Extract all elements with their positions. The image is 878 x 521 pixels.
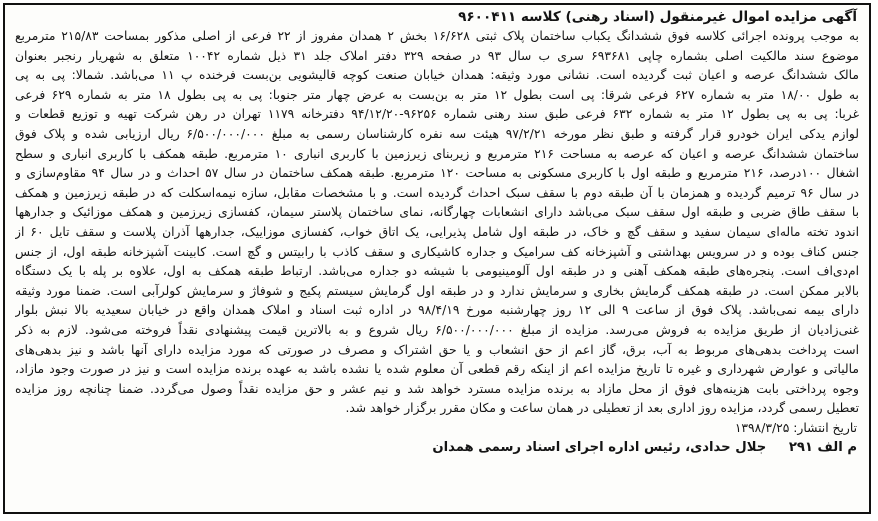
signatory: جلال حدادی، رئیس اداره اجرای اسناد رسمی همدان bbox=[432, 439, 767, 455]
notice-line: به موجب پرونده اجرائی کلاسه فوق ششدانگ یکباب ساختمان پلاک ثبتی ۱۶/۶۲۸ بخش ۲ همدان مفروز از ۲۲ فرعی از اصلی مذکور بمساحت ۲۱۵/۸۳ مترمربع bbox=[15, 29, 859, 43]
notice-line: تعطیل رسمی گردد، مزایده روز اداری بعد از تعطیلی در همان ساعت و مکان مقرر برگزار خواهد شد. bbox=[345, 401, 859, 416]
signature-block bbox=[5, 438, 869, 458]
notice-line: اشغال ۱۰۰درصد، ۲۱۶ مترمربع و طبقه اول با کاربری مسکونی به مساحت ۱۲۰ مترمربع. طبقه همکف ساختمان در سال ۵۷ احداث و در سال ۹۴ مقاوم‌سازی و bbox=[15, 166, 859, 181]
notice-line: است پرداخت بدهی‌های مربوط به آب، برق، گاز اعم از حق انشعاب و یا حق اشتراک و مصرف در صورتی که مورد مزایده دارای آنها باشد و نیز بدهی‌های bbox=[15, 342, 859, 357]
notice-line: غنی‌زادیان از طریق مزایده به فروش می‌رسد. مزایده از مبلغ ۶/۵۰۰/۰۰۰/۰۰۰ ریال شروع و به بالاترین قیمت پیشنهادی نقداً فروخته می‌شود. لازم به ذکر bbox=[15, 322, 859, 337]
notice-line: ساختمان ششدانگ عرصه و اعیان که عرصه به مساحت ۲۱۶ مترمربع و زیربنای زیرزمین با کاربری انباری ۱۰ مترمربع. طبقه همکف با کاربری انباری و سطح bbox=[15, 146, 859, 161]
notice-body bbox=[5, 27, 869, 419]
notice-box bbox=[3, 3, 871, 514]
reference-code: م الف ۲۹۱ bbox=[788, 439, 857, 455]
publish-date: تاریخ انتشار: ۱۳۹۸/۳/۲۵ bbox=[734, 420, 857, 435]
notice-line: لوازم یدکی ایران خودرو قرار گرفته و طبق نظر مورخه ۹۷/۲/۲۱ هیئت سه نفره کارشناسان رسمی به مبلغ ۶/۵۰۰/۰۰۰/۰۰۰ ریال ارزیابی شده و پلاک فوق bbox=[15, 126, 859, 141]
notice-line: مالک ششدانگ عرصه و اعیان ثبت گردیده است. نشانی مورد وثیقه: همدان خیابان صنعت کوچه قالیشویی بن‌بست فرخنده پ ۱۱ می‌باشد. شمالا: پی به پی bbox=[15, 68, 859, 83]
notice-line: جنس کناف بوده و در سرویس بهداشتی و آشپزخانه کف سرامیک و جداره کاشیکاری و سقف کاذب با رابیتس و گچ است. کابینت آشپزخانه طبقه اول، از جنس bbox=[15, 244, 859, 259]
notice-line: غربا: پی به پی بطول ۱۲ متر به شماره ۶۳۲ فرعی طبق سند رهنی شماره ۹۶۲۵۶-۹۴/۱۲/۲۰ دفترخانه ۱۱۷۹ تهران در رهن شرکت تهیه و توزیع قطعات و bbox=[15, 107, 859, 122]
notice-line: بالابر ممکن است. در طبقه همکف گرمایش بخاری و سرمایش ندارد و در طبقه اول گرمایش سیستم پکیج و شوفاژ و سرمایش کولرآبی است. ضمنا مورد وثیقه bbox=[15, 283, 859, 298]
notice-title: آگهی مزایده اموال غیرمنقول (اسناد رهنی) کلاسه ۹۶۰۰۴۱۱ bbox=[458, 9, 857, 25]
notice-line: در سال ۹۶ ترمیم گردیده و همزمان با آن طبقه دوم با سقف سبک احداث گردیده است. و با مشخصات مقابل، سازه نیمه‌اسکلت که در طبقه زیرزمین و همکف bbox=[15, 185, 859, 200]
notice-line: اندود تخته ماله‌ای سیمان سفید و سقف گچ و خاک، در طبقه اول شامل پذیرایی، یک اتاق خواب، کفسازی موزاییک، جدارهها آذران پلاست و سقف تایل ۶۰ از bbox=[15, 224, 859, 239]
notice-line: وجوه پرداختی بابت هزینه‌های فوق از محل مازاد به برنده مزایده مسترد خواهد شد و نیم عشر و حق مزایده نقداً وصول می‌گردد. ضمنا چنانچه روز مزایده bbox=[15, 381, 859, 396]
notice-line: به طول ۱۸/۰۰ متر به شماره ۶۲۷ فرعی شرقا: پی است بطول ۱۲ متر به بن‌بست به عرض چهار متر جنوبا: پی به پی بطول ۱۸ متر به شماره ۶۲۹ فرعی bbox=[15, 87, 859, 102]
notice-line: مالیاتی و عوارض شهرداری و غیره تا تاریخ مزایده اعم از اینکه رقم قطعی آن معلوم شده یا نشده باشد به عهده برنده مزایده است و نیز در صورت وجود مازاد، bbox=[15, 362, 859, 377]
notice-line: موضوع سند مالکیت اصلی بشماره چاپی ۶۹۳۶۸۱ سری ب سال ۹۳ در صفحه ۳۲۹ دفتر املاک جلد ۳۱ ذیل شماره ۱۰۰۴۲ متعلق به شهریار رنجبر بعنوان bbox=[15, 48, 859, 63]
notice-line: دارای بیمه نمی‌باشد. پلاک فوق از ساعت ۹ الی ۱۲ روز چهارشنبه مورخ ۹۸/۴/۱۹ در اداره ثبت اسناد و املاک همدان واقع در خیابان سعیدیه بالا نبش بلوار bbox=[15, 303, 859, 318]
notice-line: با سقف طاق ضربی و طبقه اول سقف سبک می‌باشد دارای انشعابات چهارگانه، نمای ساختمان پلاستر سیمان، کفسازی زیرزمین و همکف موزائیک و جدارهها bbox=[15, 205, 859, 220]
notice-line: ام‌دی‌اف است. پنجره‌های طبقه همکف آهنی و در طبقه اول آلومینیومی با شیشه دو جداره می‌باشد. ارتباط طبقه همکف به اول، علاوه بر پله با یک دستگاه bbox=[15, 264, 859, 279]
